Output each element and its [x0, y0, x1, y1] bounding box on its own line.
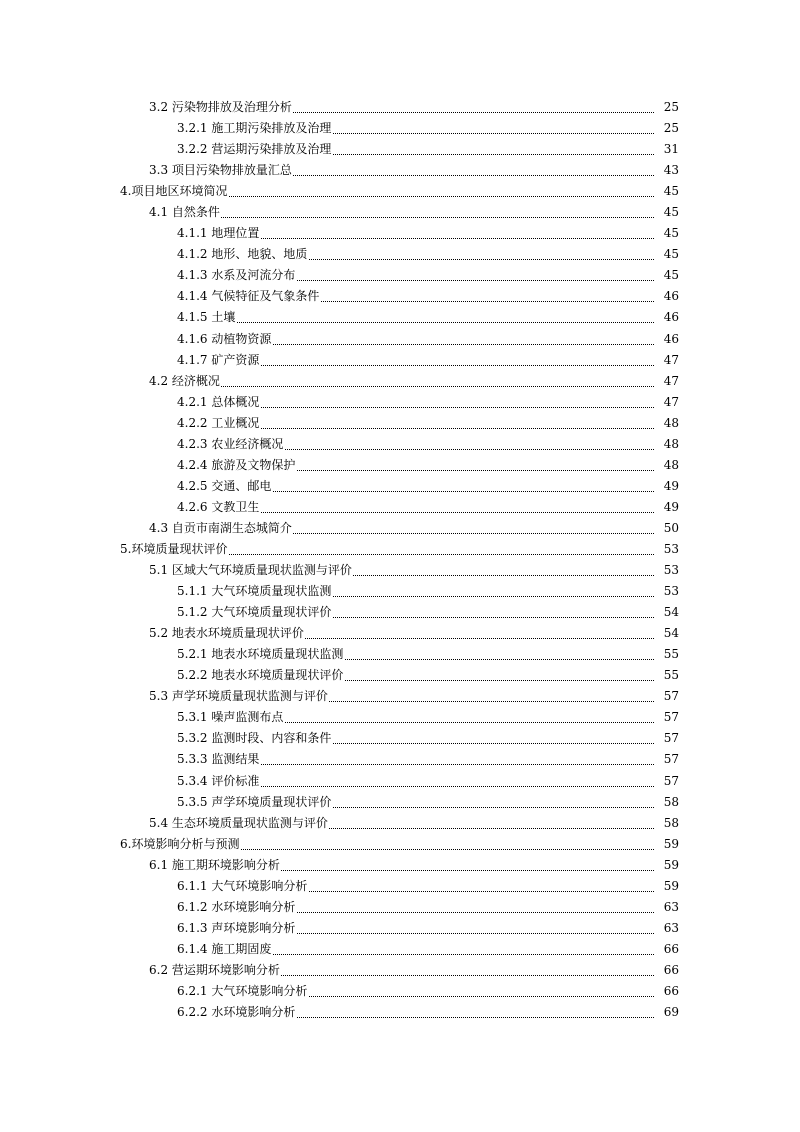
table-of-contents: [0, 97, 800, 1023]
toc-entry-title: 5.3.3 监测结果: [177, 749, 260, 770]
toc-entry-page-number: 45: [655, 244, 679, 265]
toc-entry-page-number: 49: [655, 497, 679, 518]
toc-entry-title: 6.2.2 水环境影响分析: [177, 1002, 296, 1023]
toc-entry[interactable]: [0, 139, 800, 160]
toc-entry-page-number: 57: [655, 771, 679, 792]
toc-entry[interactable]: [0, 602, 800, 623]
toc-entry-title: 5.2.1 地表水环境质量现状监测: [177, 644, 344, 665]
toc-entry-page-number: 53: [655, 539, 679, 560]
toc-entry-page-number: 31: [655, 139, 679, 160]
toc-entry-page-number: 47: [655, 371, 679, 392]
toc-entry-page-number: 59: [655, 855, 679, 876]
toc-entry-page-number: 46: [655, 329, 679, 350]
toc-entry-title: 4.2.5 交通、邮电: [177, 476, 272, 497]
toc-entry-title: 5.3.2 监测时段、内容和条件: [177, 728, 332, 749]
toc-entry[interactable]: [0, 686, 800, 707]
toc-entry[interactable]: [0, 97, 800, 118]
toc-entry-title: 6.环境影响分析与预测: [120, 834, 240, 855]
toc-entry[interactable]: [0, 244, 800, 265]
toc-entry[interactable]: [0, 497, 800, 518]
toc-entry[interactable]: [0, 307, 800, 328]
toc-entry-title: 4.3 自贡市南湖生态城简介: [149, 518, 293, 539]
toc-entry-page-number: 59: [655, 876, 679, 897]
toc-entry-title: 5.3.4 评价标准: [177, 771, 260, 792]
toc-entry-title: 3.2 污染物排放及治理分析: [149, 97, 293, 118]
toc-entry-title: 4.2.2 工业概况: [177, 413, 260, 434]
toc-entry[interactable]: [0, 581, 800, 602]
toc-entry-page-number: 69: [655, 1002, 679, 1023]
toc-entry[interactable]: [0, 1002, 800, 1023]
toc-entry-title: 6.2 营运期环境影响分析: [149, 960, 281, 981]
toc-entry-page-number: 54: [655, 602, 679, 623]
toc-entry-title: 3.2.1 施工期污染排放及治理: [177, 118, 332, 139]
toc-entry-page-number: 58: [655, 792, 679, 813]
toc-dot-leader: [177, 322, 678, 323]
toc-entry[interactable]: [0, 728, 800, 749]
toc-entry[interactable]: [0, 476, 800, 497]
toc-entry[interactable]: [0, 539, 800, 560]
toc-entry-page-number: 50: [655, 518, 679, 539]
toc-entry-page-number: 46: [655, 307, 679, 328]
toc-entry[interactable]: [0, 855, 800, 876]
toc-entry[interactable]: [0, 749, 800, 770]
toc-entry-page-number: 57: [655, 749, 679, 770]
toc-entry-page-number: 54: [655, 623, 679, 644]
toc-entry-page-number: 45: [655, 202, 679, 223]
toc-entry[interactable]: [0, 644, 800, 665]
toc-entry-page-number: 66: [655, 939, 679, 960]
toc-entry[interactable]: [0, 329, 800, 350]
toc-entry[interactable]: [0, 350, 800, 371]
toc-entry-title: 6.2.1 大气环境影响分析: [177, 981, 308, 1002]
toc-entry-page-number: 48: [655, 455, 679, 476]
toc-entry-title: 4.1.7 矿产资源: [177, 350, 260, 371]
toc-entry-page-number: 45: [655, 181, 679, 202]
toc-entry-title: 4.项目地区环境简况: [120, 181, 228, 202]
toc-entry[interactable]: [0, 118, 800, 139]
toc-entry[interactable]: [0, 918, 800, 939]
toc-entry-title: 5.3.5 声学环境质量现状评价: [177, 792, 332, 813]
toc-entry-title: 6.1.3 声环境影响分析: [177, 918, 296, 939]
toc-entry-page-number: 45: [655, 223, 679, 244]
toc-entry[interactable]: [0, 371, 800, 392]
toc-entry[interactable]: [0, 434, 800, 455]
toc-entry[interactable]: [0, 202, 800, 223]
toc-entry[interactable]: [0, 455, 800, 476]
toc-entry[interactable]: [0, 981, 800, 1002]
toc-entry-page-number: 66: [655, 960, 679, 981]
toc-entry-page-number: 63: [655, 918, 679, 939]
toc-entry-title: 4.2.6 文教卫生: [177, 497, 260, 518]
toc-entry-title: 4.1.1 地理位置: [177, 223, 260, 244]
toc-entry-title: 4.2.1 总体概况: [177, 392, 260, 413]
toc-entry[interactable]: [0, 392, 800, 413]
toc-dot-leader: [149, 217, 678, 218]
toc-entry[interactable]: [0, 560, 800, 581]
toc-entry[interactable]: [0, 960, 800, 981]
toc-entry-title: 4.2.3 农业经济概况: [177, 434, 284, 455]
toc-entry-page-number: 25: [655, 118, 679, 139]
toc-entry-page-number: 55: [655, 665, 679, 686]
toc-entry-page-number: 43: [655, 160, 679, 181]
toc-entry-page-number: 63: [655, 897, 679, 918]
toc-entry-title: 6.1 施工期环境影响分析: [149, 855, 281, 876]
toc-entry-page-number: 57: [655, 707, 679, 728]
toc-entry[interactable]: [0, 813, 800, 834]
toc-entry[interactable]: [0, 771, 800, 792]
toc-entry[interactable]: [0, 181, 800, 202]
toc-entry-page-number: 45: [655, 265, 679, 286]
toc-entry-title: 5.1.1 大气环境质量现状监测: [177, 581, 332, 602]
toc-entry-title: 5.环境质量现状评价: [120, 539, 228, 560]
toc-entry-page-number: 66: [655, 981, 679, 1002]
toc-entry[interactable]: [0, 518, 800, 539]
toc-entry-page-number: 49: [655, 476, 679, 497]
toc-entry-title: 4.1.2 地形、地貌、地质: [177, 244, 308, 265]
toc-entry-page-number: 57: [655, 686, 679, 707]
toc-entry-title: 4.2 经济概况: [149, 371, 221, 392]
toc-entry[interactable]: [0, 265, 800, 286]
toc-entry-title: 5.2 地表水环境质量现状评价: [149, 623, 305, 644]
toc-entry-title: 4.1.3 水系及河流分布: [177, 265, 296, 286]
toc-entry-page-number: 59: [655, 834, 679, 855]
toc-entry-title: 6.1.1 大气环境影响分析: [177, 876, 308, 897]
toc-entry-page-number: 57: [655, 728, 679, 749]
toc-entry-page-number: 46: [655, 286, 679, 307]
toc-entry[interactable]: [0, 897, 800, 918]
toc-entry-title: 4.1 自然条件: [149, 202, 221, 223]
toc-entry[interactable]: [0, 160, 800, 181]
toc-entry-page-number: 47: [655, 392, 679, 413]
toc-entry[interactable]: [0, 623, 800, 644]
toc-entry-page-number: 47: [655, 350, 679, 371]
toc-entry[interactable]: [0, 413, 800, 434]
toc-entry-page-number: 55: [655, 644, 679, 665]
toc-entry-page-number: 53: [655, 560, 679, 581]
toc-entry-title: 3.3 项目污染物排放量汇总: [149, 160, 293, 181]
toc-entry[interactable]: [0, 286, 800, 307]
toc-entry-page-number: 25: [655, 97, 679, 118]
toc-entry[interactable]: [0, 223, 800, 244]
toc-entry-page-number: 48: [655, 434, 679, 455]
toc-entry[interactable]: [0, 707, 800, 728]
toc-entry-title: 5.4 生态环境质量现状监测与评价: [149, 813, 329, 834]
toc-entry-title: 5.3 声学环境质量现状监测与评价: [149, 686, 329, 707]
toc-entry-title: 6.1.4 施工期固废: [177, 939, 272, 960]
toc-entry[interactable]: [0, 792, 800, 813]
toc-entry-page-number: 53: [655, 581, 679, 602]
toc-dot-leader: [149, 386, 678, 387]
toc-entry-title: 4.2.4 旅游及文物保护: [177, 455, 296, 476]
toc-entry-title: 5.1 区域大气环境质量现状监测与评价: [149, 560, 353, 581]
toc-entry[interactable]: [0, 834, 800, 855]
toc-entry-title: 4.1.4 气候特征及气象条件: [177, 286, 320, 307]
toc-entry-page-number: 58: [655, 813, 679, 834]
toc-entry-title: 5.2.2 地表水环境质量现状评价: [177, 665, 344, 686]
toc-entry-title: 3.2.2 营运期污染排放及治理: [177, 139, 332, 160]
toc-entry[interactable]: [0, 876, 800, 897]
toc-entry-title: 4.1.5 土壤: [177, 307, 236, 328]
toc-entry-title: 5.1.2 大气环境质量现状评价: [177, 602, 332, 623]
toc-entry[interactable]: [0, 665, 800, 686]
toc-entry-page-number: 48: [655, 413, 679, 434]
toc-entry-title: 6.1.2 水环境影响分析: [177, 897, 296, 918]
toc-entry-title: 4.1.6 动植物资源: [177, 329, 272, 350]
toc-entry-title: 5.3.1 噪声监测布点: [177, 707, 284, 728]
toc-entry[interactable]: [0, 939, 800, 960]
